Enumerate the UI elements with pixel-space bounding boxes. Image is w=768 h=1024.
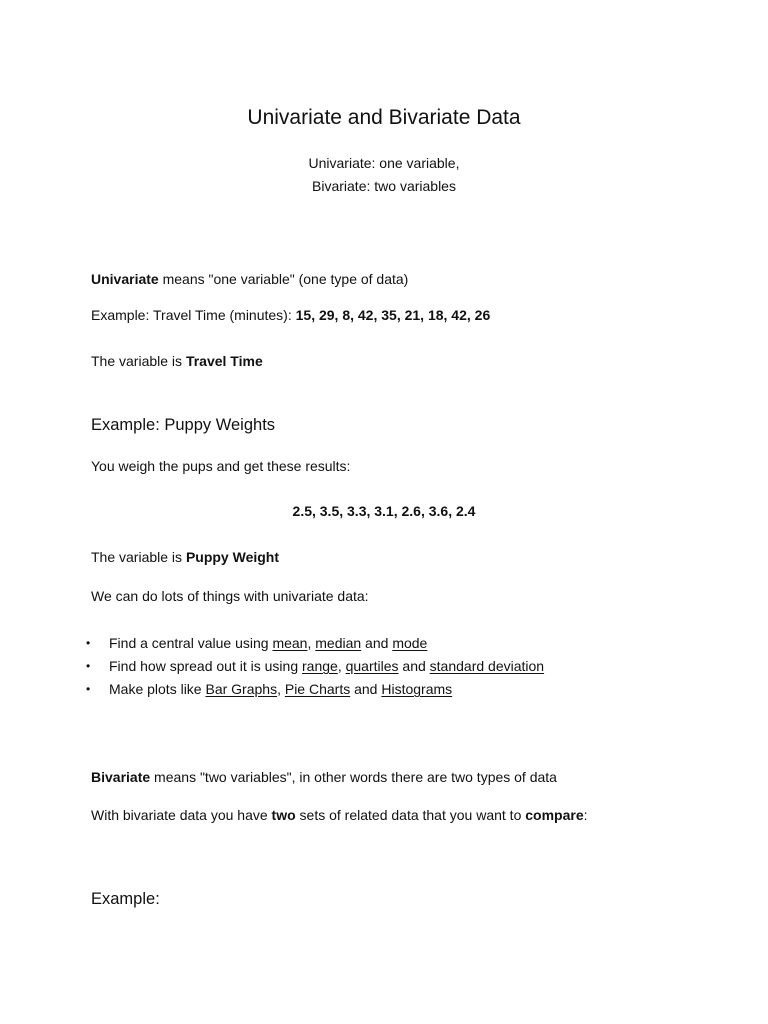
- bivariate-term: Bivariate: [91, 769, 151, 785]
- bivariate-definition: [91, 768, 557, 786]
- bivariate-compare-colon: :: [583, 807, 588, 823]
- link-quartiles[interactable]: quartiles: [345, 658, 399, 674]
- puppy-intro: You weigh the pups and get these results:: [91, 458, 351, 474]
- link-median[interactable]: median: [315, 635, 362, 651]
- list-item: [86, 632, 544, 655]
- travel-time-values: 15, 29, 8, 42, 35, 21, 18, 42, 26: [295, 307, 491, 323]
- list-item: [86, 678, 544, 701]
- travel-variable-prefix: The variable is: [91, 353, 186, 369]
- bivariate-compare-text: sets of related data that you want to: [295, 807, 526, 823]
- puppy-weights-heading: Example: Puppy Weights: [91, 416, 276, 434]
- puppy-variable-name: Puppy Weight: [185, 549, 280, 565]
- bullet-icon: •: [86, 682, 91, 696]
- bivariate-definition-text: means "two variables", in other words there are two types of data: [150, 769, 557, 785]
- link-pie-charts[interactable]: Pie Charts: [284, 681, 351, 697]
- bivariate-compare-two: two: [271, 807, 296, 823]
- univariate-things: We can do lots of things with univariate data:: [91, 588, 369, 604]
- example-heading: Example:: [91, 890, 160, 908]
- travel-time-variable: [91, 352, 263, 370]
- list-item-separator: ,: [307, 635, 316, 651]
- univariate-term: Univariate: [91, 271, 159, 287]
- list-item-separator: ,: [277, 681, 285, 697]
- travel-time-example: [91, 306, 490, 324]
- bullet-icon: •: [86, 636, 91, 650]
- link-mode[interactable]: mode: [392, 635, 428, 651]
- list-item-separator: and: [350, 681, 382, 697]
- bivariate-compare-word: compare: [525, 807, 584, 823]
- list-item-separator: and: [398, 658, 430, 674]
- subtitle-bivariate: Bivariate: two variables: [312, 178, 456, 194]
- travel-time-label: Example: Travel Time (minutes):: [91, 307, 296, 323]
- list-item-separator: ,: [337, 658, 346, 674]
- bivariate-compare: [91, 806, 588, 824]
- puppy-values: [0, 502, 768, 520]
- link-range[interactable]: range: [302, 658, 338, 674]
- bivariate-compare-text: With bivariate data you have: [91, 807, 272, 823]
- univariate-definition-text: means "one variable" (one type of data): [158, 271, 409, 287]
- link-mean[interactable]: mean: [272, 635, 308, 651]
- list-item-separator: and: [361, 635, 393, 651]
- bullet-icon: •: [86, 659, 91, 673]
- list-item: [86, 655, 545, 678]
- link-histograms[interactable]: Histograms: [381, 681, 453, 697]
- list-item-text: Make plots like: [109, 681, 206, 697]
- puppy-values-text: 2.5, 3.5, 3.3, 3.1, 2.6, 3.6, 2.4: [292, 503, 476, 519]
- list-item-text: Find how spread out it is using: [109, 658, 302, 674]
- list-item-text: Find a central value using: [109, 635, 273, 651]
- univariate-uses-list: [86, 632, 545, 701]
- link-bar-graphs[interactable]: Bar Graphs: [205, 681, 278, 697]
- univariate-definition: [91, 270, 408, 288]
- link-standard-deviation[interactable]: standard deviation: [429, 658, 545, 674]
- puppy-variable: [91, 548, 279, 566]
- puppy-variable-prefix: The variable is: [91, 549, 186, 565]
- subtitle-univariate: Univariate: one variable,: [308, 155, 460, 171]
- page-title: Univariate and Bivariate Data: [247, 106, 521, 129]
- travel-variable-name: Travel Time: [185, 353, 263, 369]
